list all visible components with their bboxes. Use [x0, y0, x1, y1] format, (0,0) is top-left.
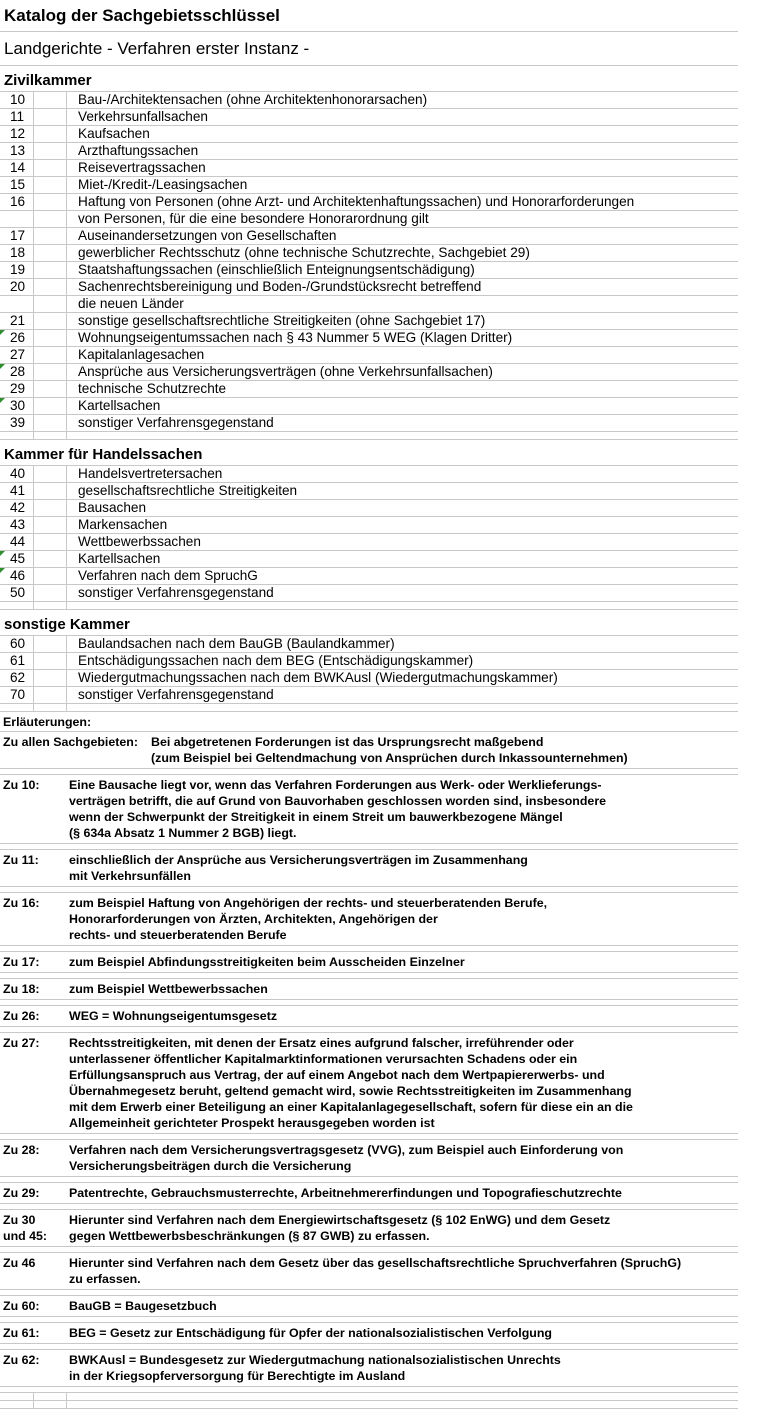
- catalog-row: [0, 670, 738, 687]
- subject-code: 29: [10, 381, 26, 396]
- explanation-row: [0, 1296, 738, 1317]
- catalog-row: [0, 364, 738, 381]
- explanation-row: [0, 1323, 738, 1344]
- explanation-row: [0, 1210, 738, 1247]
- subject-description: Auseinandersetzungen von Gesellschaften: [78, 228, 337, 243]
- grid-line: [33, 313, 34, 329]
- subject-code: 15: [10, 177, 26, 192]
- explanation-row: [0, 1350, 738, 1387]
- explanation-label: Zu 26:: [3, 1009, 40, 1023]
- grid-line: [66, 381, 67, 397]
- grid-line: [33, 364, 34, 380]
- grid-line: [33, 432, 34, 439]
- catalog-row: [0, 398, 738, 415]
- catalog-row: [0, 143, 738, 160]
- grid-line: [33, 194, 34, 210]
- grid-line: [33, 670, 34, 686]
- comment-marker-icon: [0, 364, 5, 369]
- subject-code: 30: [10, 398, 26, 413]
- grid-line: [33, 500, 34, 516]
- comment-marker-icon: [0, 398, 5, 403]
- catalog-row: [0, 109, 738, 126]
- subject-description: Kapitalanlagesachen: [78, 347, 205, 362]
- catalog-row: [0, 177, 738, 194]
- explanation-row: [0, 775, 738, 844]
- grid-line: [66, 670, 67, 686]
- subject-description: sonstiger Verfahrensgegenstand: [78, 415, 274, 430]
- catalog-row: [0, 585, 738, 602]
- explanation-text: Patentrechte, Gebrauchsmusterrechte, Arbeitnehmererfindungen und Topografieschutzrechte: [69, 1186, 622, 1200]
- explanation-row: [0, 1140, 738, 1177]
- grid-line: [66, 704, 67, 711]
- subject-description: Arzthaftungssachen: [78, 143, 199, 158]
- grid-line: [66, 330, 67, 346]
- grid-line: [66, 109, 67, 125]
- subject-code: 26: [10, 330, 26, 345]
- grid-line: [66, 500, 67, 516]
- grid-line: [33, 330, 34, 346]
- grid-line: [66, 143, 67, 159]
- grid-line: [33, 1393, 34, 1400]
- catalog-row: [0, 653, 738, 670]
- document-subtitle: Landgerichte - Verfahren erster Instanz -: [0, 32, 738, 66]
- catalog-row: [0, 381, 738, 398]
- subject-code: 16: [10, 194, 26, 209]
- subject-code: 19: [10, 262, 26, 277]
- explanation-row: [0, 1033, 738, 1134]
- catalog-row: [0, 313, 738, 330]
- section-heading: Zivilkammer: [0, 66, 738, 92]
- catalog-row: [0, 126, 738, 143]
- catalog-row: [0, 551, 738, 568]
- subject-code: 14: [10, 160, 26, 175]
- grid-line: [33, 211, 34, 227]
- grid-line: [66, 687, 67, 703]
- grid-line: [33, 415, 34, 431]
- subject-description: Wettbewerbssachen: [78, 534, 201, 549]
- explanation-label: Zu 16:: [3, 896, 40, 910]
- subject-code: 18: [10, 245, 26, 260]
- grid-line: [33, 262, 34, 278]
- spacer-row: [0, 1393, 738, 1401]
- catalog-row: [0, 347, 738, 364]
- explanation-label: Zu 30 und 45:: [3, 1213, 48, 1243]
- subject-code: 60: [10, 636, 26, 651]
- grid-line: [66, 194, 67, 210]
- subject-code: 27: [10, 347, 26, 362]
- subject-description: Baulandsachen nach dem BauGB (Baulandkammer): [78, 636, 395, 651]
- explanation-text: zum Beispiel Wettbewerbssachen: [69, 982, 268, 996]
- grid-line: [33, 687, 34, 703]
- grid-line: [66, 245, 67, 261]
- grid-line: [33, 143, 34, 159]
- catalog-row: [0, 687, 738, 704]
- subject-code: 46: [10, 568, 26, 583]
- explanation-label: Zu 28:: [3, 1143, 40, 1157]
- explanation-label: Zu allen Sachgebieten:: [3, 735, 138, 749]
- grid-line: [66, 636, 67, 652]
- explanation-row: [0, 1006, 738, 1027]
- section-heading: sonstige Kammer: [0, 610, 738, 636]
- grid-line: [66, 568, 67, 584]
- grid-line: [66, 585, 67, 601]
- explanation-text: Rechtsstreitigkeiten, mit denen der Ersatz eines aufgrund falscher, irreführender oder unterlassener öffentlicher Kapitalmarktinformationen verursachten Schadens oder ein Erfüllungsanspruch aus Vertrag, der auf einem Angebot nach dem Wertpapiererwerbs- und Übernahmegesetz beruht, geltend gemacht wird, sowie Rechtsstreitigkeiten im Zusammenhang mit dem Erwerb einer Beteiligung an einer Kapitalanlagegesellschaft, sofern für diese ein an die Allgemeinheit gerichteter Prospekt herausgegeben worden ist: [69, 1036, 633, 1130]
- grid-line: [66, 347, 67, 363]
- explanation-text: Hierunter sind Verfahren nach dem Gesetz über das gesellschaftsrechtliche Spruchverfahren (SpruchG) zu erfassen.: [69, 1256, 682, 1286]
- grid-line: [66, 466, 67, 482]
- subject-description: Sachenrechtsbereinigung und Boden-/Grundstücksrecht betreffend: [78, 279, 482, 294]
- grid-line: [66, 534, 67, 550]
- subject-description: Handelsvertretersachen: [78, 466, 223, 481]
- subject-code: 41: [10, 483, 26, 498]
- grid-line: [33, 381, 34, 397]
- grid-line: [66, 228, 67, 244]
- subject-description: Wiedergutmachungssachen nach dem BWKAusl (Wiedergutmachungskammer): [78, 670, 558, 685]
- spacer-row: [0, 432, 738, 440]
- explanation-text: zum Beispiel Haftung von Angehörigen der rechts- und steuerberatenden Berufe, Honorarforderungen von Ärzten, Architekten, Angehörigen der rechts- und steuerberatenden Berufe: [69, 896, 548, 942]
- document-title: Katalog der Sachgebietsschlüssel: [0, 0, 738, 32]
- catalog-row: [0, 466, 738, 483]
- subject-code: 39: [10, 415, 26, 430]
- explanation-label: Zu 11:: [3, 853, 39, 867]
- subject-code: 50: [10, 585, 26, 600]
- subject-description: gesellschaftsrechtliche Streitigkeiten: [78, 483, 298, 498]
- catalog-row-continuation: [0, 296, 738, 313]
- explanation-text: BEG = Gesetz zur Entschädigung für Opfer der nationalsozialistischen Verfolgung: [69, 1326, 552, 1340]
- grid-line: [33, 704, 34, 711]
- explanation-label: Zu 18:: [3, 982, 40, 996]
- subject-code: 40: [10, 466, 26, 481]
- section-heading: Kammer für Handelssachen: [0, 440, 738, 466]
- explanation-text: Bei abgetretenen Forderungen ist das Ursprungsrecht maßgebend (zum Beispiel bei Geltendmachung von Ansprüchen durch Inkassounternehmen): [151, 735, 628, 765]
- grid-line: [66, 364, 67, 380]
- spacer-row: [0, 1401, 738, 1409]
- subject-description: Miet-/Kredit-/Leasingsachen: [78, 177, 248, 192]
- comment-marker-icon: [0, 568, 5, 573]
- grid-line: [33, 109, 34, 125]
- grid-line: [66, 517, 67, 533]
- explanation-text: einschließlich der Ansprüche aus Versicherungsverträgen im Zusammenhang mit Verkehrsunfällen: [69, 853, 528, 883]
- subject-description: Bau-/Architektensachen (ohne Architektenhonorarsachen): [78, 92, 428, 107]
- subject-code: 62: [10, 670, 26, 685]
- explanation-row: [0, 1183, 738, 1204]
- grid-line: [66, 92, 67, 108]
- subject-description: sonstiger Verfahrensgegenstand: [78, 585, 274, 600]
- explanation-label: Zu 10:: [3, 778, 40, 792]
- catalog-row: [0, 92, 738, 109]
- subject-code: 20: [10, 279, 26, 294]
- grid-line: [33, 585, 34, 601]
- catalog-row: [0, 415, 738, 432]
- explanation-label: Zu 29:: [3, 1186, 40, 1200]
- subject-description: Verkehrsunfallsachen: [78, 109, 208, 124]
- subject-code: 44: [10, 534, 26, 549]
- subject-description: Kartellsachen: [78, 551, 161, 566]
- grid-line: [33, 636, 34, 652]
- explanation-text: Verfahren nach dem Versicherungsvertragsgesetz (VVG), zum Beispiel auch Einforderung von Versicherungsbeiträgen durch die Versicherung: [69, 1143, 624, 1173]
- subject-description: von Personen, für die eine besondere Honorarordnung gilt: [78, 211, 429, 226]
- catalog-row: [0, 568, 738, 585]
- grid-line: [66, 1393, 67, 1400]
- subject-description: Bausachen: [78, 500, 147, 515]
- grid-line: [66, 177, 67, 193]
- catalog-row: [0, 279, 738, 296]
- grid-line: [33, 347, 34, 363]
- comment-marker-icon: [0, 551, 5, 556]
- sections-container: [0, 66, 738, 712]
- catalog-row-continuation: [0, 211, 738, 228]
- grid-line: [33, 653, 34, 669]
- grid-line: [33, 568, 34, 584]
- grid-line: [33, 296, 34, 312]
- catalog-row: [0, 228, 738, 245]
- subject-description: Verfahren nach dem SpruchG: [78, 568, 258, 583]
- subject-description: Haftung von Personen (ohne Arzt- und Architektenhaftungssachen) und Honorarforderungen: [78, 194, 635, 209]
- subject-description: Markensachen: [78, 517, 168, 532]
- subject-description: sonstige gesellschaftsrechtliche Streitigkeiten (ohne Sachgebiet 17): [78, 313, 486, 328]
- grid-line: [66, 483, 67, 499]
- explanation-text: zum Beispiel Abfindungsstreitigkeiten beim Ausscheiden Einzelner: [69, 955, 465, 969]
- subject-code: 61: [10, 653, 26, 668]
- subject-description: Kartellsachen: [78, 398, 161, 413]
- grid-line: [66, 160, 67, 176]
- explanation-label: Zu 60:: [3, 1299, 40, 1313]
- subject-code: 28: [10, 364, 26, 379]
- grid-line: [33, 551, 34, 567]
- grid-line: [66, 432, 67, 439]
- grid-line: [66, 296, 67, 312]
- catalog-row: [0, 517, 738, 534]
- grid-line: [66, 262, 67, 278]
- subject-description: Reisevertragssachen: [78, 160, 206, 175]
- grid-line: [33, 245, 34, 261]
- catalog-row: [0, 636, 738, 653]
- grid-line: [66, 653, 67, 669]
- subject-description: Staatshaftungssachen (einschließlich Enteignungsentschädigung): [78, 262, 475, 277]
- catalog-row: [0, 483, 738, 500]
- grid-line: [33, 92, 34, 108]
- catalog-row: [0, 534, 738, 551]
- subject-code: 12: [10, 126, 26, 141]
- subject-code: 21: [10, 313, 26, 328]
- grid-line: [33, 466, 34, 482]
- comment-marker-icon: [0, 330, 5, 335]
- grid-line: [33, 126, 34, 142]
- subject-code: 11: [10, 109, 25, 124]
- explanation-row: [0, 732, 738, 769]
- subject-code: 10: [10, 92, 26, 107]
- explanation-label: Zu 62:: [3, 1353, 40, 1367]
- grid-line: [66, 313, 67, 329]
- explanation-row: [0, 850, 738, 887]
- explanation-label: Zu 27:: [3, 1036, 40, 1050]
- grid-line: [66, 551, 67, 567]
- grid-line: [33, 228, 34, 244]
- grid-line: [66, 398, 67, 414]
- grid-line: [33, 483, 34, 499]
- grid-line: [33, 160, 34, 176]
- explanation-row: [0, 1253, 738, 1290]
- grid-line: [66, 279, 67, 295]
- grid-line: [66, 602, 67, 609]
- subject-description: die neuen Länder: [78, 296, 184, 311]
- explanations-container: [0, 732, 738, 1409]
- catalog-row: [0, 245, 738, 262]
- grid-line: [33, 1401, 34, 1408]
- catalog-row: [0, 500, 738, 517]
- grid-line: [33, 534, 34, 550]
- subject-description: gewerblicher Rechtsschutz (ohne technische Schutzrechte, Sachgebiet 29): [78, 245, 530, 260]
- subject-code: 43: [10, 517, 26, 532]
- explanation-text: Eine Bausache liegt vor, wenn das Verfahren Forderungen aus Werk- oder Werklieferungs- verträgen betrifft, die auf Grund von Bauvorhaben geschlossen worden sind, insbesondere wenn der Schwerpunkt der Streitigkeit in einem Streit um bauwerkbezogene Mängel (§ 634a Absatz 1 Nummer 2 BGB) liegt.: [69, 778, 607, 840]
- grid-line: [66, 415, 67, 431]
- explanations-heading: Erläuterungen:: [0, 712, 738, 732]
- subject-description: sonstiger Verfahrensgegenstand: [78, 687, 274, 702]
- catalog-row: [0, 330, 738, 347]
- grid-line: [66, 1401, 67, 1408]
- explanation-row: [0, 893, 738, 946]
- grid-line: [33, 177, 34, 193]
- subject-description: Entschädigungssachen nach dem BEG (Entschädigungskammer): [78, 653, 474, 668]
- grid-line: [33, 602, 34, 609]
- catalog-row: [0, 262, 738, 279]
- subject-description: Wohnungseigentumssachen nach § 43 Nummer 5 WEG (Klagen Dritter): [78, 330, 513, 345]
- explanation-label: Zu 17:: [3, 955, 40, 969]
- grid-line: [66, 126, 67, 142]
- catalog-row: [0, 160, 738, 177]
- subject-code: 70: [10, 687, 26, 702]
- explanation-row: [0, 952, 738, 973]
- subject-description: technische Schutzrechte: [78, 381, 227, 396]
- spacer-row: [0, 704, 738, 712]
- grid-line: [66, 211, 67, 227]
- explanation-label: Zu 61:: [3, 1326, 40, 1340]
- explanation-text: Hierunter sind Verfahren nach dem Energiewirtschaftsgesetz (§ 102 EnWG) und dem Gesetz gegen Wettbewerbsbeschränkungen (§ 87 GWB) zu erfassen.: [69, 1213, 611, 1243]
- subject-description: Ansprüche aus Versicherungsverträgen (ohne Verkehrsunfallsachen): [78, 364, 493, 379]
- spacer-row: [0, 602, 738, 610]
- subject-description: Kaufsachen: [78, 126, 150, 141]
- subject-code: 13: [10, 143, 26, 158]
- catalog-row: [0, 194, 738, 211]
- subject-code: 17: [10, 228, 26, 243]
- explanation-text: BauGB = Baugesetzbuch: [69, 1299, 217, 1313]
- grid-line: [33, 279, 34, 295]
- subject-code: 42: [10, 500, 26, 515]
- grid-line: [33, 517, 34, 533]
- explanation-row: [0, 979, 738, 1000]
- subject-code: 45: [10, 551, 26, 566]
- explanation-text: BWKAusl = Bundesgesetz zur Wiedergutmachung nationalsozialistischen Unrechts in der Kriegsopferversorgung für Berechtigte im Ausland: [69, 1353, 561, 1383]
- grid-line: [33, 398, 34, 414]
- explanation-text: WEG = Wohnungseigentumsgesetz: [69, 1009, 278, 1023]
- explanation-label: Zu 46: [3, 1256, 36, 1270]
